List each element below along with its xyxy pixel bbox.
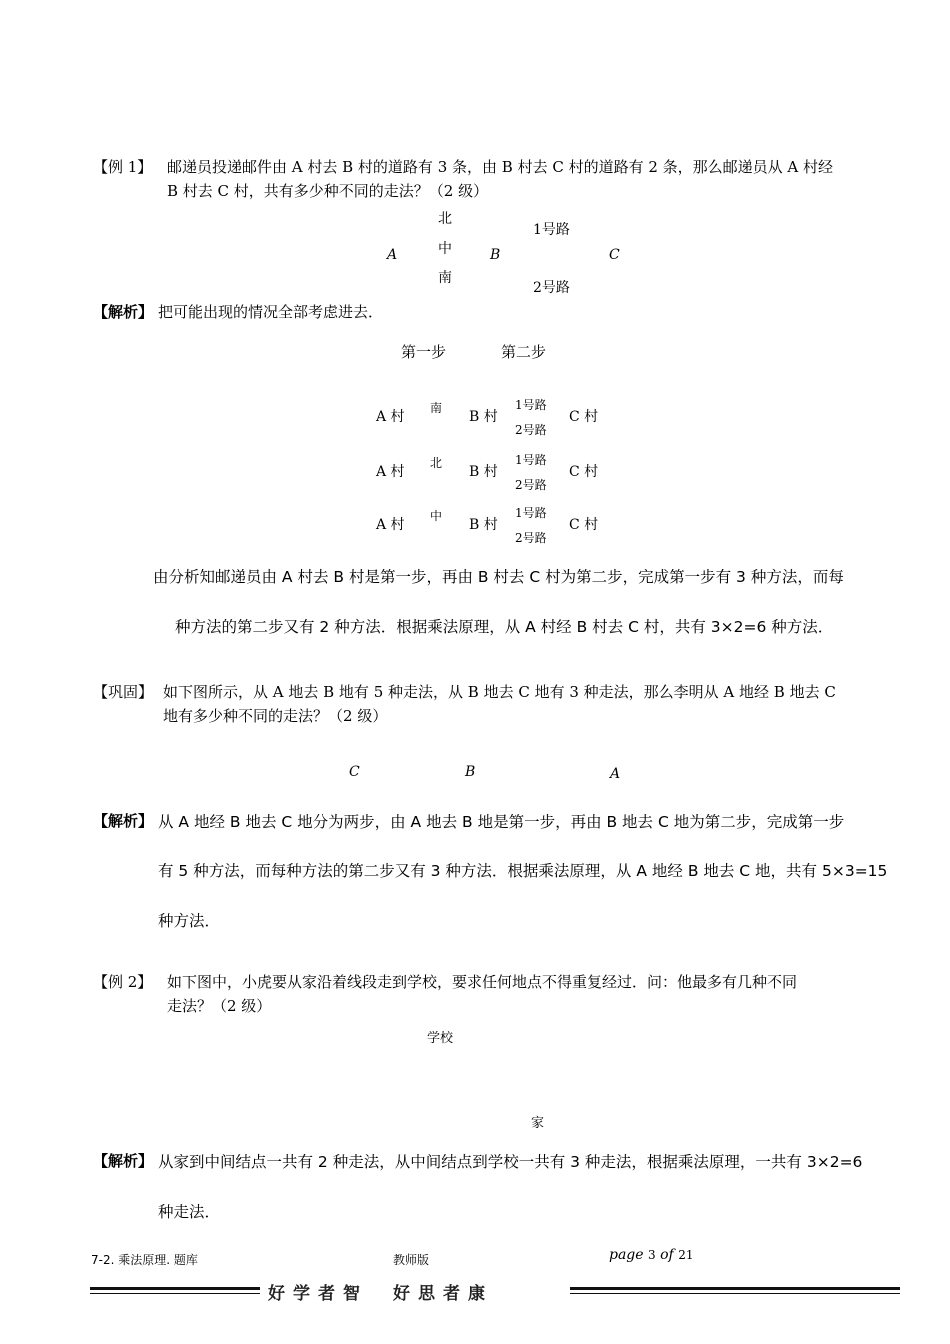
village-b: B 村 xyxy=(469,517,498,533)
road-2-label: 2号路 xyxy=(515,478,547,492)
example-2-line2: 走法？（2 级） xyxy=(167,997,272,1015)
village-c: C 村 xyxy=(569,409,599,425)
road-1-label: 1号路 xyxy=(515,398,547,412)
solution-2-line1: 从 A 地经 B 地去 C 地分为两步，由 A 地去 B 地是第一步，再由 B 地去 C 地为第二步，完成第一步 xyxy=(158,813,845,831)
road-1-label: 1号路 xyxy=(515,453,547,467)
point-c: C xyxy=(349,764,360,780)
solution-2-tag: 【解析】 xyxy=(93,812,154,830)
point-b: B xyxy=(465,764,476,780)
consolidation-line1: 如下图所示，从 A 地去 B 地有 5 种走法，从 B 地去 C 地有 3 种走法，那么李明从 A 地经 B 地去 C xyxy=(163,683,836,701)
footer-rule-left-thin xyxy=(90,1293,260,1294)
label-middle: 中 xyxy=(438,241,452,257)
page-number xyxy=(609,1247,693,1263)
of-word: of xyxy=(660,1247,674,1263)
solution-2-line3: 种方法． xyxy=(158,912,221,930)
solution-3-line1: 从家到中间结点一共有 2 种走法，从中间结点到学校一共有 3 种走法，根据乘法原理，一共有 3×2=6 xyxy=(158,1153,863,1171)
footer-title: 7-2. 乘法原理. 题库 xyxy=(91,1253,198,1267)
village-b: B 村 xyxy=(469,409,498,425)
road-name: 南 xyxy=(430,401,443,415)
point-a: A xyxy=(387,247,398,263)
road-1-label: 1号路 xyxy=(533,222,570,238)
label-south: 南 xyxy=(438,270,452,286)
point-a: A xyxy=(610,766,621,782)
road-2-label: 2号路 xyxy=(533,280,570,296)
example-2-line1: 如下图中，小虎要从家沿着线段走到学校，要求任何地点不得重复经过．问：他最多有几种不同 xyxy=(167,973,798,991)
footer-rule-left xyxy=(90,1287,260,1290)
point-b: B xyxy=(490,247,501,263)
step-2-label: 第二步 xyxy=(501,343,547,361)
village-c: C 村 xyxy=(569,464,599,480)
label-school: 学校 xyxy=(427,1031,454,1046)
village-b: B 村 xyxy=(469,464,498,480)
road-name: 北 xyxy=(430,456,443,470)
road-2-label: 2号路 xyxy=(515,531,547,545)
solution-1-line1: 由分析知邮递员由 A 村去 B 村是第一步，再由 B 村去 C 村为第二步，完成第一步有 3 种方法，而每 xyxy=(153,568,844,586)
solution-1-tag: 【解析】 xyxy=(93,303,154,321)
example-1-line2: B 村去 C 村，共有多少种不同的走法？（2 级） xyxy=(167,182,489,200)
consolidation-tag: 【巩固】 xyxy=(93,683,154,701)
footer-slogan: 好学者智 好思者康 xyxy=(268,1284,493,1304)
village-a: A 村 xyxy=(376,464,405,480)
footer-rule-right xyxy=(570,1287,900,1290)
solution-1-intro: 把可能出现的情况全部考虑进去． xyxy=(158,303,384,321)
solution-3-tag: 【解析】 xyxy=(93,1152,154,1170)
current-page: 3 xyxy=(648,1248,656,1262)
page-word: page xyxy=(609,1247,644,1263)
road-name: 中 xyxy=(430,509,443,523)
village-a: A 村 xyxy=(376,409,405,425)
consolidation-line2: 地有多少种不同的走法？（2 级） xyxy=(163,707,388,725)
road-1-label: 1号路 xyxy=(515,506,547,520)
village-a: A 村 xyxy=(376,517,405,533)
example-1-line1: 邮递员投递邮件由 A 村去 B 村的道路有 3 条，由 B 村去 C 村的道路有 2 条，那么邮递员从 A 村经 xyxy=(167,158,834,176)
example-1-tag: 【例 1】 xyxy=(93,158,153,176)
solution-1-line2: 种方法的第二步又有 2 种方法．根据乘法原理，从 A 村经 B 村去 C 村，共有 3×2=6 种方法． xyxy=(175,618,834,636)
road-2-label: 2号路 xyxy=(515,423,547,437)
label-north: 北 xyxy=(438,211,452,227)
label-home: 家 xyxy=(531,1116,545,1131)
footer-rule-right-thin xyxy=(570,1293,900,1294)
village-c: C 村 xyxy=(569,517,599,533)
footer-edition: 教师版 xyxy=(393,1253,430,1267)
example-2-tag: 【例 2】 xyxy=(93,973,153,991)
solution-2-line2: 有 5 种方法，而每种方法的第二步又有 3 种方法．根据乘法原理，从 A 地经 B 地去 C 地，共有 5×3=15 xyxy=(158,862,888,880)
solution-3-line2: 种走法． xyxy=(158,1203,221,1221)
total-pages: 21 xyxy=(678,1248,694,1262)
step-1-label: 第一步 xyxy=(401,343,447,361)
point-c: C xyxy=(609,247,620,263)
